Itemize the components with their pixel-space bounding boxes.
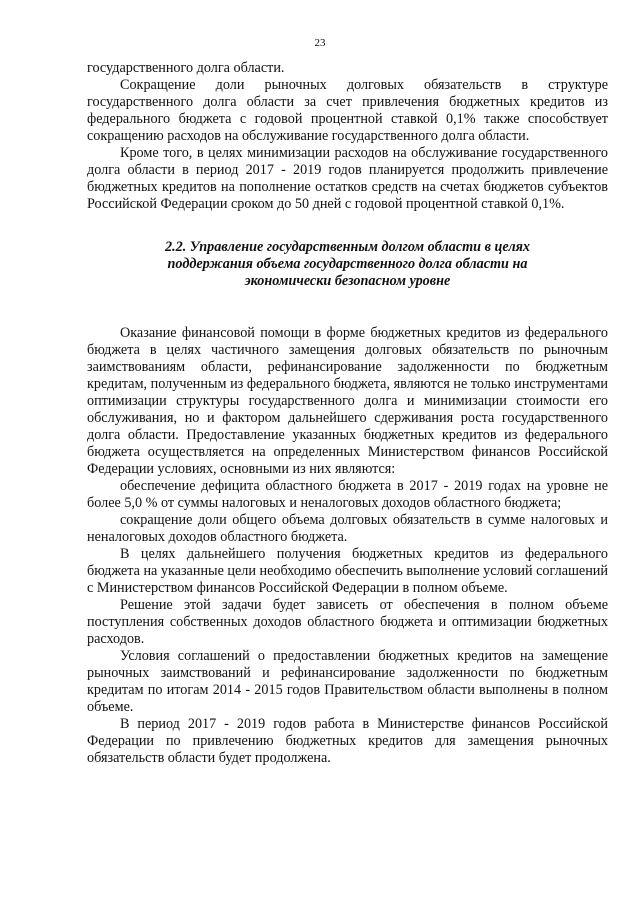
paragraph-financial-assistance: Оказание финансовой помощи в форме бюджетных кредитов из федерального бюджета в целях частичного замещения долговых обязательств по рыночным заимствованиям области, рефинансирование задолженности по бюджетным кредитам, полученным из федерального бюджета, являются не только инструментами оптимизации структуры государственного долга и минимизации стоимости его обслуживания, но и фактором дальнейшего сдерживания роста государственного долга области. Предоставление указанных бюджетных кредитов из федерального бюджета осуществляется на определенных Министерством финансов Российской Федерации условиях, основными из них являются:: [87, 325, 608, 477]
section-heading-line-2: поддержания объема государственного долга области на: [167, 256, 528, 272]
section-heading-line-3: экономически безопасном уровне: [244, 273, 451, 289]
paragraph-cost-minimization: Кроме того, в целях минимизации расходов на обслуживание государственного долга области в период 2017 - 2019 годов планируется продолжить привлечение бюджетных кредитов на пополнение остатков средств на счетах бюджетов субъектов Российской Федерации сроком до 50 дней с годовой процентной ставкой 0,1%.: [87, 145, 608, 212]
page-number: 23: [314, 37, 326, 49]
paragraph-deficit-condition: обеспечение дефицита областного бюджета в 2017 - 2019 годах на уровне не более 5,0 % от суммы налоговых и неналоговых доходов областного бюджета;: [87, 478, 608, 511]
paragraph-task-solution: Решение этой задачи будет зависеть от обеспечения в полном объеме поступления собственных доходов областного бюджета и оптимизации бюджетных расходов.: [87, 597, 608, 647]
paragraph-continuation: государственного долга области.: [87, 60, 285, 76]
document-body: [87, 60, 608, 767]
section-heading-line-1: 2.2. Управление государственным долгом области в целях: [164, 239, 531, 255]
paragraph-agreement-compliance: В целях дальнейшего получения бюджетных кредитов из федерального бюджета на указанные цели необходимо обеспечить выполнение условий соглашений с Министерством финансов Российской Федерации в полном объеме.: [87, 546, 608, 596]
paragraph-work-continued: В период 2017 - 2019 годов работа в Министерстве финансов Российской Федерации по привлечению бюджетных кредитов для замещения рыночных обязательств области будет продолжена.: [87, 716, 608, 766]
paragraph-debt-share-condition: сокращение доли общего объема долговых обязательств в сумме налоговых и неналоговых доходов областного бюджета.: [87, 512, 608, 545]
paragraph-market-debt-reduction: Сокращение доли рыночных долговых обязательств в структуре государственного долга области за счет привлечения бюджетных кредитов из федерального бюджета с годовой процентной ставкой 0,1% также способствует сокращению расходов на обслуживание государственного долга области.: [87, 77, 608, 144]
paragraph-conditions-fulfilled: Условия соглашений о предоставлении бюджетных кредитов на замещение рыночных заимствований и рефинансирование задолженности по бюджетным кредитам по итогам 2014 - 2015 годов Правительством области выполнены в полном объеме.: [87, 648, 608, 715]
section-heading: [87, 239, 608, 290]
